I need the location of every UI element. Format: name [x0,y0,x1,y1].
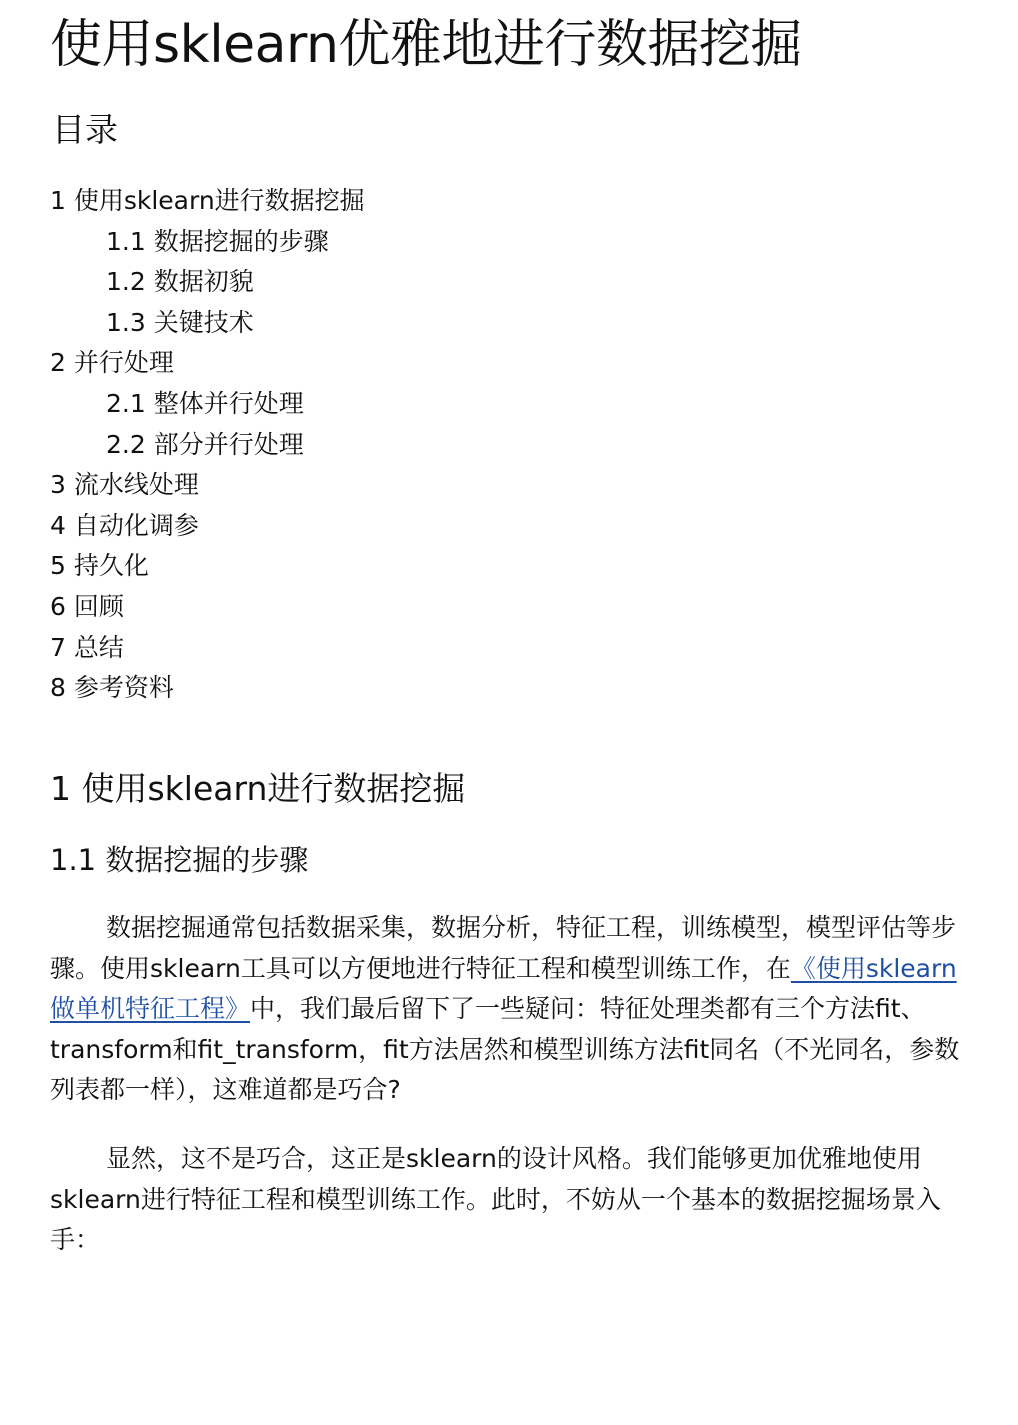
document-title: 使用sklearn优雅地进行数据挖掘 [50,15,802,75]
table-of-contents [0,181,365,709]
toc-item[interactable]: 2.1 整体并行处理 [106,388,304,418]
toc-heading: 目录 [52,110,118,149]
toc-item[interactable]: 2 并行处理 [50,348,174,378]
toc-item[interactable]: 1 使用sklearn进行数据挖掘 [50,186,365,215]
subsection-heading-1-1: 1.1 数据挖掘的步骤 [50,843,309,877]
toc-item[interactable]: 8 参考资料 [50,673,174,703]
toc-item[interactable]: 6 回顾 [50,591,124,621]
toc-item[interactable]: 5 持久化 [50,551,149,581]
sklearn-feature-engineering-link[interactable]: 《使用sklearn做单机特征工程》 [50,953,957,1024]
toc-item[interactable]: 1.2 数据初貌 [106,267,254,297]
toc-item[interactable]: 2.2 部分并行处理 [106,429,304,459]
paragraph-1 [50,908,972,1111]
toc-item[interactable]: 7 总结 [50,632,124,662]
toc-item[interactable]: 1.3 关键技术 [106,307,254,337]
toc-item[interactable]: 3 流水线处理 [50,470,199,500]
paragraph-1-text-after-link: 中，我们最后留下了一些疑问：特征处理类都有三个方法fit、transform和fit_transform，fit方法居然和模型训练方法fit同名（不光同名，参数列表都一样），这难道都是巧合? [50,994,960,1105]
paragraph-1-text-before-link: 数据挖掘通常包括数据采集，数据分析，特征工程，训练模型，模型评估等步骤。使用sklearn工具可以方便地进行特征工程和模型训练工作，在 [50,913,957,983]
toc-item[interactable]: 1.1 数据挖掘的步骤 [106,226,329,256]
paragraph-2: 显然，这不是巧合，这正是sklearn的设计风格。我们能够更加优雅地使用sklearn进行特征工程和模型训练工作。此时，不妨从一个基本的数据挖掘场景入手： [50,1144,941,1255]
section-heading-1: 1 使用sklearn进行数据挖掘 [50,769,466,808]
toc-item[interactable]: 4 自动化调参 [50,510,199,540]
